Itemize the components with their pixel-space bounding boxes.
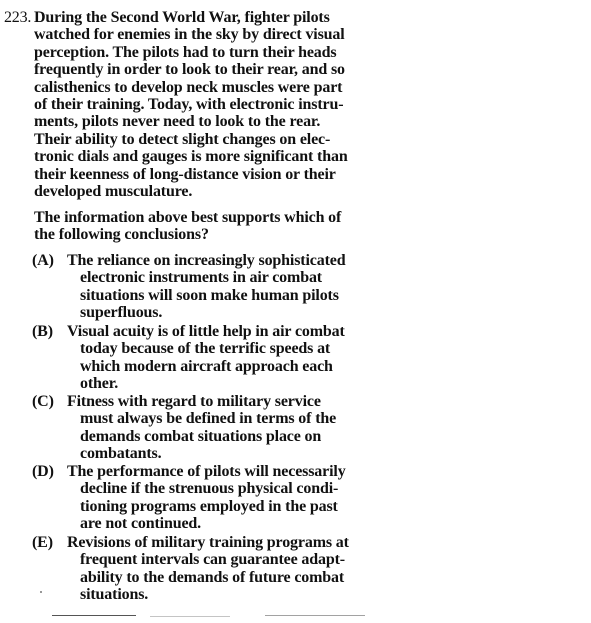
stem-line: tronic dials and gauges is more significant than <box>34 148 348 166</box>
option-letter: (A) <box>32 252 54 269</box>
option-line: electronic instruments in air combat <box>80 269 322 287</box>
option-line: superfluous. <box>80 304 163 322</box>
option-line: which modern aircraft approach each <box>80 357 333 375</box>
option-line: The reliance on increasingly sophisticated <box>67 252 346 269</box>
stem-line: developed musculature. <box>34 183 193 201</box>
option-line: today because of the terrific speeds at <box>80 340 331 358</box>
stem-line: their keenness of long-distance vision or their <box>34 165 336 183</box>
option-letter: (D) <box>32 463 54 480</box>
stem-line: During the Second World War, fighter pilots <box>34 9 330 26</box>
option-line: situations will soon make human pilots <box>80 286 339 304</box>
option-text <box>67 463 346 533</box>
option-text <box>67 393 336 463</box>
option-line: Visual acuity is of little help in air combat <box>67 323 345 340</box>
option-line: demands combat situations place on <box>80 427 322 445</box>
stem-line: perception. The pilots had to turn their heads <box>34 43 337 61</box>
option-letter: (E) <box>32 534 53 551</box>
stem-line: watched for enemies in the sky by direct visual <box>34 26 345 44</box>
option-letter: (B) <box>32 323 53 340</box>
stem-line: calisthenics to develop neck muscles were part <box>34 78 343 96</box>
option-line: Fitness with regard to military service <box>67 393 321 410</box>
bottom-rule-right <box>265 615 365 616</box>
option-text <box>67 252 345 322</box>
option-line: situations. <box>80 586 149 604</box>
question-number: 223. <box>4 9 32 26</box>
option-line: decline if the strenuous physical condi- <box>80 480 339 498</box>
option-line: are not continued. <box>80 515 202 533</box>
option-line: Revisions of military training programs at <box>67 534 349 551</box>
scan-speck <box>40 591 42 593</box>
bottom-rule-mid <box>150 616 230 617</box>
prompt-line: The information above best supports which of <box>34 209 342 226</box>
option-line: frequent intervals can guarantee adapt- <box>80 551 345 569</box>
option-line: combatants. <box>80 445 162 463</box>
question-stem <box>34 9 379 200</box>
option-line: ability to the demands of future combat <box>80 568 345 586</box>
bottom-rule-left <box>52 615 136 616</box>
stem-line: of their training. Today, with electronic instru- <box>34 96 344 114</box>
option-line: must always be defined in terms of the <box>80 410 337 428</box>
option-line: other. <box>80 375 119 393</box>
question-prompt <box>34 209 379 244</box>
stem-line: Their ability to detect slight changes on elec- <box>34 130 331 148</box>
stem-line: frequently in order to look to their rear, and so <box>34 61 345 79</box>
option-text <box>67 534 349 604</box>
option-text <box>67 323 345 393</box>
option-line: The performance of pilots will necessarily <box>67 463 346 480</box>
option-line: tioning programs employed in the past <box>80 497 338 515</box>
stem-line: ments, pilots never need to look to the rear. <box>34 113 321 131</box>
option-letter: (C) <box>32 393 54 410</box>
prompt-line: the following conclusions? <box>34 226 209 244</box>
